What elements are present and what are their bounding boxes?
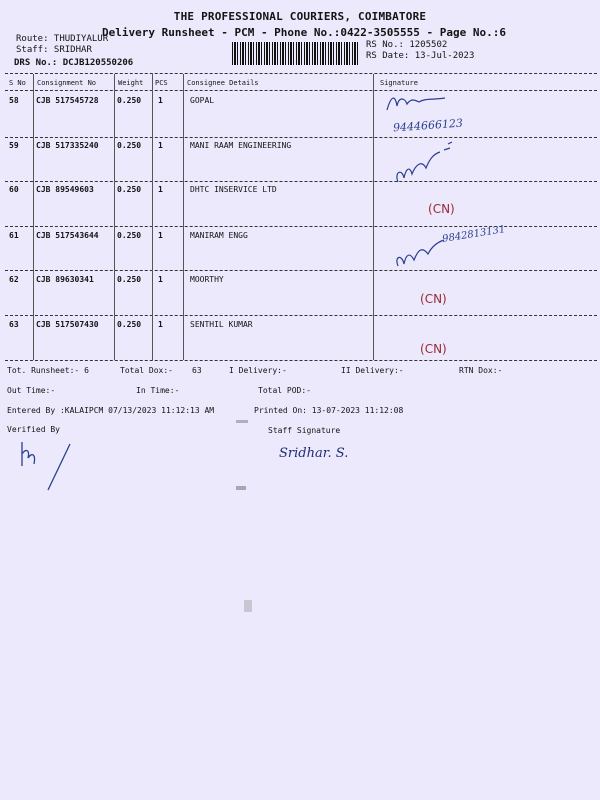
row-rule <box>5 226 597 227</box>
rs-number: RS No.: 1205502 <box>366 40 448 50</box>
col-header-pcs: PCS <box>155 79 168 87</box>
row-consignment-no: CJB 89630341 <box>36 275 94 284</box>
row-rule <box>5 181 597 182</box>
row-pcs: 1 <box>158 231 163 240</box>
col-header-sno: S No <box>9 79 26 87</box>
row-weight: 0.250 <box>117 275 142 284</box>
column-divider <box>152 74 153 360</box>
in-time: In Time:- <box>136 386 180 395</box>
row-pcs: 1 <box>158 141 163 150</box>
col-header-weight: Weight <box>118 79 144 87</box>
row-rule <box>5 137 597 138</box>
row60-cn-mark: (CN) <box>428 202 455 216</box>
total-pod: Total POD:- <box>258 386 311 395</box>
row-pcs: 1 <box>158 275 163 284</box>
row-weight: 0.250 <box>117 320 142 329</box>
row61-handwritten-phone: 9842813131 <box>441 224 507 245</box>
entered-by: Entered By :KALAIPCM 07/13/2023 11:12:13 AM <box>7 406 215 415</box>
row-pcs: 1 <box>158 185 163 194</box>
row-pcs: 1 <box>158 320 163 329</box>
printed-on: Printed On: 13-07-2023 11:12:08 <box>254 406 404 415</box>
rtn-dox: RTN Dox:- <box>459 366 503 375</box>
col-header-consignment: Consignment No <box>37 79 97 87</box>
staff-signature-label: Staff Signature <box>268 426 341 435</box>
row-consignee: SENTHIL KUMAR <box>190 320 253 329</box>
verifier-signature <box>14 436 74 494</box>
row-sno: 63 <box>9 320 19 329</box>
cn-text: CN <box>424 342 443 356</box>
staff-label: Staff: SRIDHAR <box>16 45 92 55</box>
row63-cn-mark: (CN) <box>420 342 447 356</box>
total-dox-label: Total Dox:- <box>120 366 173 375</box>
row-consignee: GOPAL <box>190 96 215 105</box>
i-delivery: I Delivery:- <box>229 366 287 375</box>
row-rule <box>5 270 597 271</box>
row-consignee: MANI RAAM ENGINEERING <box>190 141 292 150</box>
barcode <box>232 42 360 65</box>
row-weight: 0.250 <box>117 96 142 105</box>
row-sno: 60 <box>9 185 19 194</box>
row-consignment-no: CJB 89549603 <box>36 185 94 194</box>
column-divider <box>33 74 34 360</box>
row-pcs: 1 <box>158 96 163 105</box>
row58-handwritten-phone: 9444666123 <box>392 116 464 135</box>
column-divider <box>373 74 374 360</box>
ii-delivery: II Delivery:- <box>341 366 404 375</box>
row59-handwritten-signature <box>392 138 472 186</box>
row-consignee: DHTC INSERVICE LTD <box>190 185 277 194</box>
cn-text: CN <box>424 292 443 306</box>
rs-date: RS Date: 13-Jul-2023 <box>366 51 475 61</box>
row58-handwritten-signature <box>383 92 453 114</box>
row-sno: 59 <box>9 141 19 150</box>
row-consignment-no: CJB 517545728 <box>36 96 99 105</box>
column-divider <box>183 74 184 360</box>
row-sno: 61 <box>9 231 19 240</box>
table-bottom-rule <box>5 360 597 361</box>
tot-runsheet: Tot. Runsheet:- 6 <box>7 366 89 375</box>
row-sno: 62 <box>9 275 19 284</box>
row-rule <box>5 315 597 316</box>
route-label: Route: THUDIYALUR <box>16 34 109 44</box>
row-consignment-no: CJB 517507430 <box>36 320 99 329</box>
row-weight: 0.250 <box>117 141 142 150</box>
total-dox-value: 63 <box>192 366 202 375</box>
table-top-rule <box>5 73 597 74</box>
column-divider <box>114 74 115 360</box>
drs-number: DRS No.: DCJB120550206 <box>14 58 134 68</box>
row-weight: 0.250 <box>117 185 142 194</box>
scan-speck <box>236 486 246 490</box>
row-consignment-no: CJB 517543644 <box>36 231 99 240</box>
row-sno: 58 <box>9 96 19 105</box>
row-consignee: MOORTHY <box>190 275 224 284</box>
scan-speck <box>236 420 248 423</box>
scan-speck <box>244 600 252 612</box>
row-weight: 0.250 <box>117 231 142 240</box>
col-header-signature: Signature <box>380 79 418 87</box>
company-title: THE PROFESSIONAL COURIERS, COIMBATORE <box>173 10 427 23</box>
cn-text: CN <box>432 202 451 216</box>
out-time: Out Time:- <box>7 386 56 395</box>
staff-signature-handwritten: Sridhar. S. <box>279 446 349 461</box>
row-consignment-no: CJB 517335240 <box>36 141 99 150</box>
col-header-consignee: Consignee Details <box>187 79 259 87</box>
row-consignee: MANIRAM ENGG <box>190 231 248 240</box>
row62-cn-mark: (CN) <box>420 292 447 306</box>
verified-by-label: Verified By <box>7 425 60 434</box>
header-bottom-rule <box>5 90 597 91</box>
runsheet-subtitle: Delivery Runsheet - PCM - Phone No.:0422-3505555 - Page No.:6 <box>102 26 506 39</box>
